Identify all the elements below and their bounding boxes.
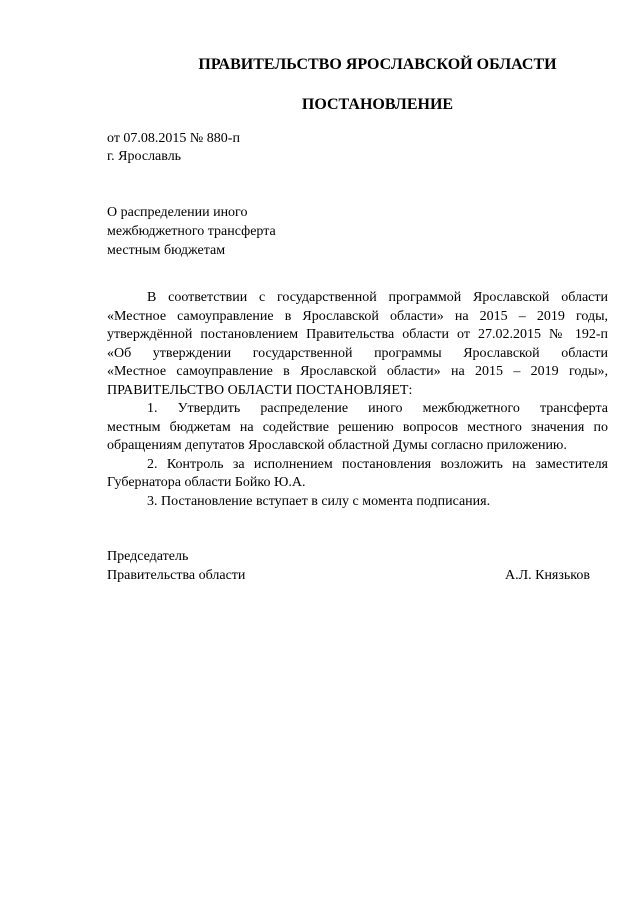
item-2-line: Губернатора области Бойко Ю.А. (107, 475, 306, 490)
document-body (107, 289, 608, 511)
document-type-title: ПОСТАНОВЛЕНИЕ (301, 96, 454, 113)
item-2-line: 2. Контроль за исполнением постановления возложить на заместителя (147, 456, 608, 472)
government-title: ПРАВИТЕЛЬСТВО ЯРОСЛАВСКОЙ ОБЛАСТИ (198, 56, 557, 73)
city: г. Ярославль (107, 149, 182, 164)
preamble-line: утверждённой постановлением Правительства области от 27.02.2015 № 192-п (107, 327, 608, 342)
preamble-line: В соответствии с государственной программой Ярославской области (147, 290, 608, 305)
preamble-line: «Местное самоуправление в Ярославской области» на 2015 – 2019 годы, (107, 308, 608, 324)
item-1-line: местным бюджетам на содействие решению вопросов местного значения по (107, 419, 608, 435)
item-3-line: 3. Постановление вступает в силу с момента подписания. (147, 493, 491, 509)
item-1-line: 1. Утвердить распределение иного межбюджетного трансферта (147, 401, 608, 416)
preamble-line: ПРАВИТЕЛЬСТВО ОБЛАСТИ ПОСТАНОВЛЯЕТ: (107, 382, 413, 398)
signatory-position-line2: Правительства области (107, 568, 246, 583)
subject-line: О распределении иного (107, 205, 248, 220)
signature-block (107, 547, 590, 585)
signatory-name: А.Л. Князьков (505, 568, 590, 583)
signatory-position-line1: Председатель (107, 549, 189, 564)
subject-line: межбюджетного трансферта (107, 224, 276, 239)
document-meta (107, 130, 240, 166)
date-number: от 07.08.2015 № 880-п (107, 131, 240, 146)
subject-line: местным бюджетам (107, 243, 226, 258)
document-subject (107, 203, 276, 260)
preamble-line: «Об утверждении государственной программы Ярославской области (107, 345, 608, 361)
preamble-line: «Местное самоуправление в Ярославской области» на 2015 – 2019 годы», (107, 364, 608, 379)
item-1-line: обращениям депутатов Ярославской областной Думы согласно приложению. (107, 438, 567, 453)
